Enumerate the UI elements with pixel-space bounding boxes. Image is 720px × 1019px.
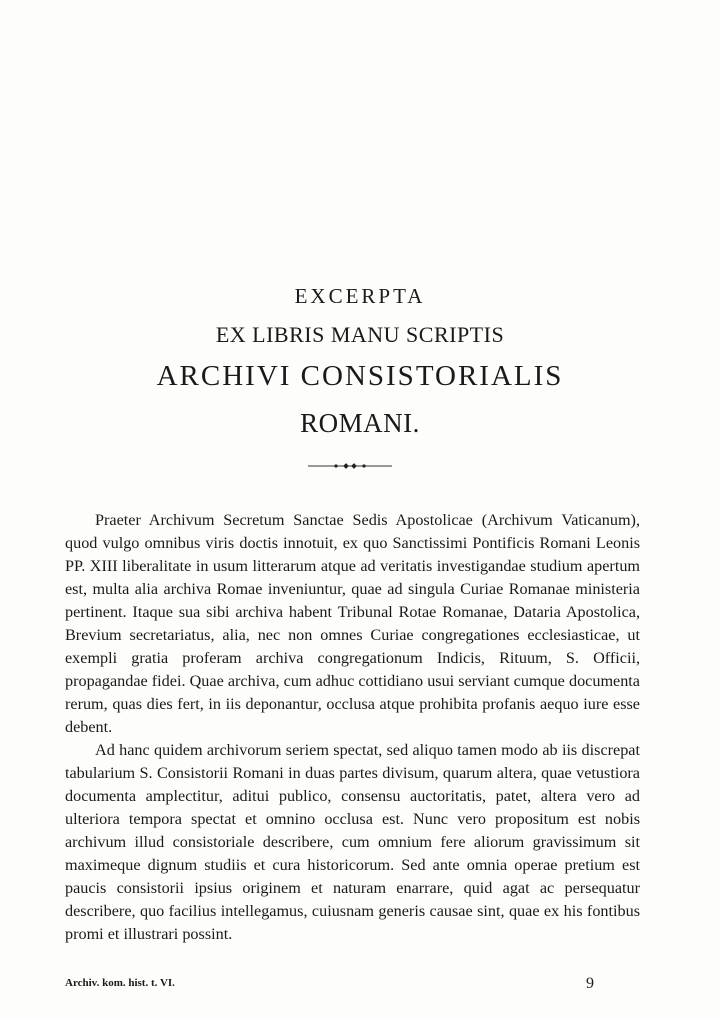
paragraph-1: Praeter Archivum Secretum Sanctae Sedis Apostolicae (Archivum Vaticanum), quod vulgo omnibus viris doctis innotuit, ex quo Sanctissimi Pontificis Romani Leonis PP. XIII liberalitate in usum litterarum atque ad veritatis investigandae studium apertum est, multa alia archiva Romae inveniuntur, quae ad singula Curiae Romanae ministeria pertinent. Itaque sua sibi archiva habent Tribunal Rotae Romanae, Dataria Apostolica, Brevium secretariatus, alia, nec non omnes Curiae congregationes ecclesiasticae, ut exempli gratia proferam archiva congregationum Indicis, Rituum, S. Officii, propagandae fidei. Quae archiva, cum adhuc cottidiano usui serviant cumque documenta rerum, quas dies fert, in iis deponantur, occlusa atque prohibita profanis aequo iure esse debent. — [65, 511, 640, 736]
paragraph-2: Ad hanc quidem archivorum seriem spectat, sed aliquo tamen modo ab iis discrepat tabularium S. Consistorii Romani in duas partes divisum, quarum altera, quae vetustiora documenta amplectitur, aditui publico, consensu auctoritatis, patet, altera vero ad ulteriora tempora spectat et omnino occlusa est. Nunc vero propositum est nobis archivum illud consistoriale describere, cum omnium fere aliorum gravissimum sit maximeque dignum studiis et cura historicorum. Sed ante omnia operae pretium est paucis consistorii ipsius originem et naturam enarrare, quid agat ac persequatur describere, quo facilius intellegamus, cuiusnam generis causae sint, quae ex his fontibus promi et illustrari possint. — [65, 741, 640, 943]
page-number: 9 — [586, 975, 594, 992]
title-line-4: ROMANI. — [300, 408, 420, 438]
title-line-1: EXCERPTA — [294, 284, 426, 308]
title-line-2: EX LIBRIS MANU SCRIPTIS — [215, 322, 505, 347]
body-text — [65, 509, 640, 946]
footer-signature: Archiv. kom. hist. t. VI. — [65, 977, 175, 989]
ornament-divider — [308, 462, 392, 470]
title-line-3: ARCHIVI CONSISTORIALIS — [156, 360, 564, 392]
